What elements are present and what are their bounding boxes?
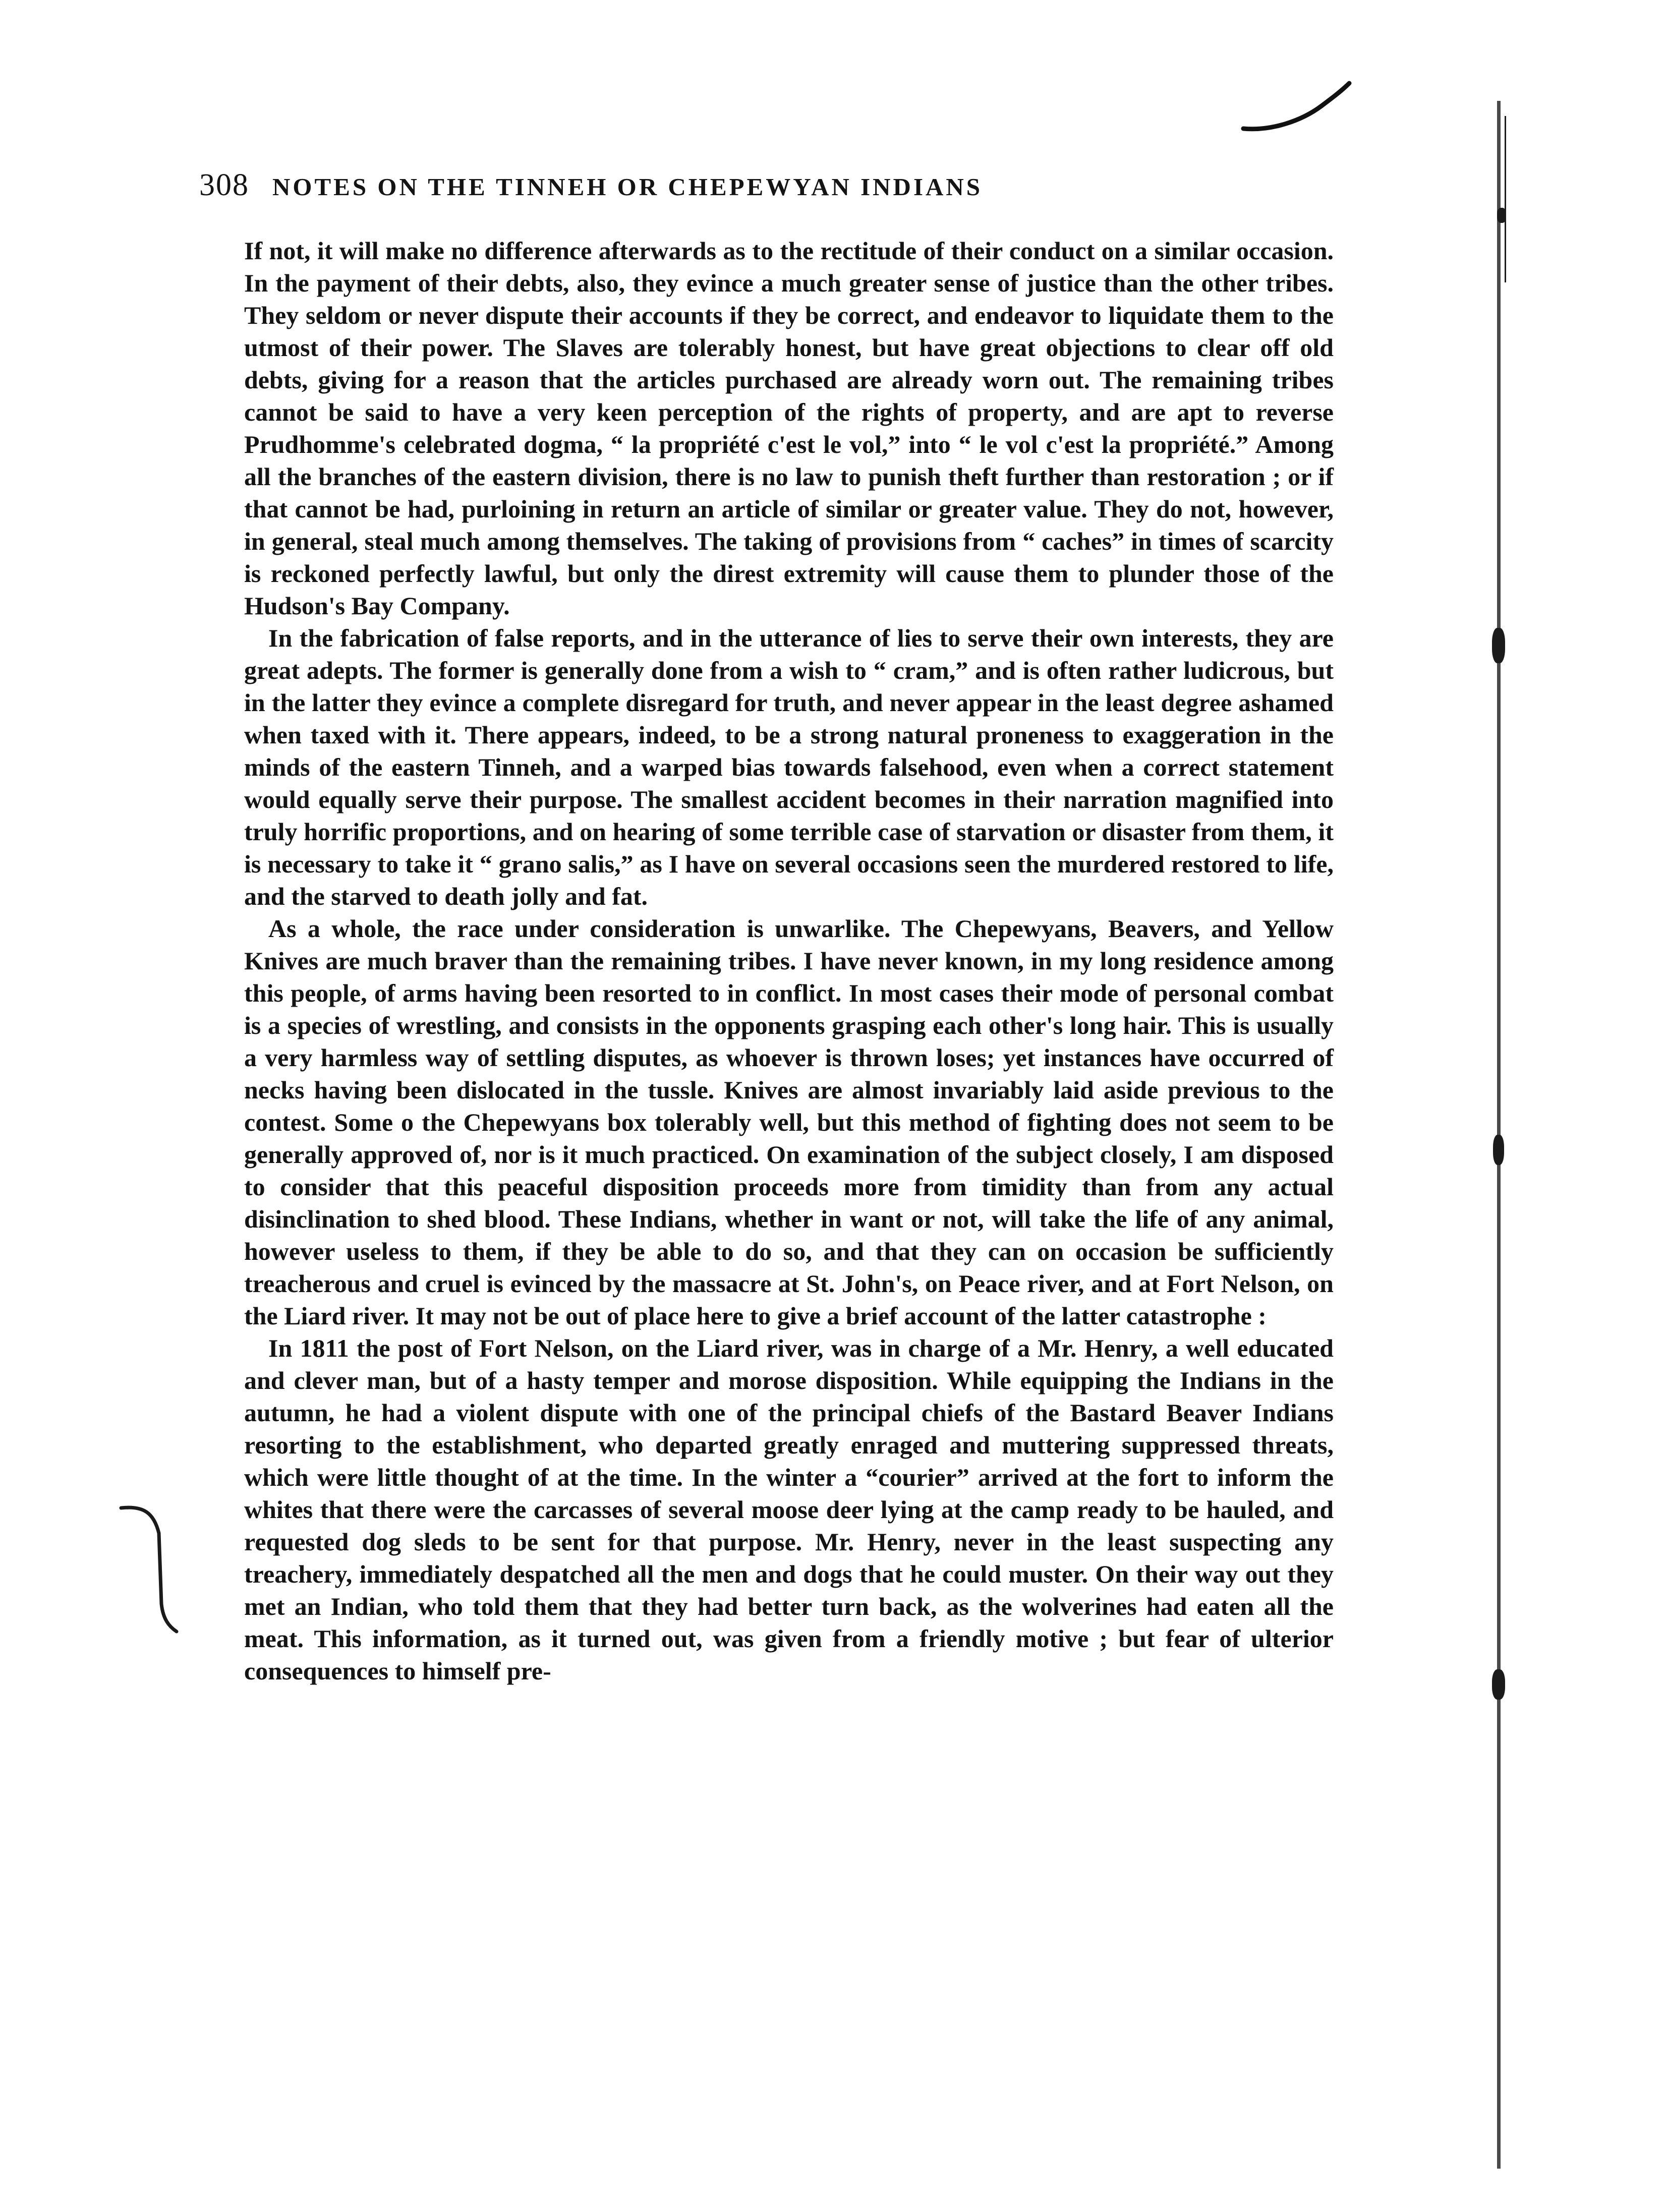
ink-blot (1497, 208, 1506, 223)
bracket-mark (119, 1503, 179, 1634)
ink-blot (1493, 1135, 1504, 1165)
running-head: NOTES ON THE TINNEH OR CHEPEWYAN INDIANS (272, 173, 983, 201)
body-text (244, 235, 1334, 1687)
margin-rule-line-secondary (1505, 116, 1506, 282)
pen-stroke-mark (1241, 81, 1352, 136)
page-number: 308 (199, 168, 249, 202)
paragraph: As a whole, the race under consideration is unwarlike. The Chepewyans, Beavers, and Yellow Knives are much braver than the remaining tribes. I have never known, in my long residence among this people, of arms having been resorted to in conflict. In most cases their mode of personal combat is a species of wrestling, and consists in the opponents grasping each other's long hair. This is usually a very harmless way of settling disputes, as whoever is thrown loses; yet instances have occurred of necks having been dislocated in the tussle. Knives are almost invariably laid aside previous to the contest. Some o the Chepewyans box tolerably well, but this method of fighting does not seem to be generally approved of, nor is it much practiced. On examination of the subject closely, I am disposed to consider that this peaceful disposition proceeds more from timidity than from any actual disinclination to shed blood. These Indians, whether in want or not, will take the life of any animal, however useless to them, if they be able to do so, and that they can on occasion be sufficiently treacherous and cruel is evinced by the massacre at St. John's, on Peace river, and at Fort Nelson, on the Liard river. It may not be out of place here to give a brief account of the latter catastrophe : (244, 914, 1334, 1330)
paragraph: In 1811 the post of Fort Nelson, on the Liard river, was in charge of a Mr. Henry, a well educated and clever man, but of a hasty temper and morose disposition. While equipping the Indians in the autumn, he had a violent dispute with one of the principal chiefs of the Bastard Beaver Indians resorting to the establishment, who departed greatly enraged and muttering suppressed threats, which were little thought of at the time. In the winter a “courier” arrived at the fort to inform the whites that there were the carcasses of several moose deer lying at the camp ready to be hauled, and requested dog sleds to be sent for that purpose. Mr. Henry, never in the least suspecting any treachery, immediately despatched all the men and dogs that he could muster. On their way out they met an Indian, who told them that they had better turn back, as the wolverines had eaten all the meat. This information, as it turned out, was given from a friendly motive ; but fear of ulterior consequences to himself pre- (244, 1334, 1334, 1685)
ink-blot (1492, 1669, 1505, 1700)
page-header (199, 167, 1309, 213)
paragraph: In the fabrication of false reports, and in the utterance of lies to serve their own interests, they are great adepts. The former is generally done from a wish to “ cram,” and is often rather ludicrous, but in the latter they evince a complete disregard for truth, and never appear in the least degree ashamed when taxed with it. There appears, indeed, to be a strong natural proneness to exaggeration in the minds of the eastern Tinneh, and a warped bias towards falsehood, even when a correct statement would equally serve their purpose. The smallest accident becomes in their narration magnified into truly horrific proportions, and on hearing of some terrible case of starvation or disaster from them, it is necessary to take it “ grano salis,” as I have on several occasions seen the murdered restored to life, and the starved to death jolly and fat. (244, 624, 1334, 910)
ink-blot (1492, 628, 1505, 663)
paragraph: If not, it will make no difference afterwards as to the rectitude of their conduct on a similar occasion. In the payment of their debts, also, they evince a much greater sense of justice than the other tribes. They seldom or never dispute their accounts if they be correct, and endeavor to liquidate them to the utmost of their power. The Slaves are tolerably honest, but have great objections to clear off old debts, giving for a reason that the articles purchased are already worn out. The remaining tribes cannot be said to have a very keen perception of the rights of property, and are apt to reverse Prudhomme's celebrated dogma, “ la propriété c'est le vol,” into “ le vol c'est la propriété.” Among all the branches of the eastern division, there is no law to punish theft further than restoration ; or if that cannot be had, purloining in return an article of similar or greater value. They do not, however, in general, steal much among themselves. The taking of provisions from “ caches” in times of scarcity is reckoned perfectly lawful, but only the direst extremity will cause them to plunder those of the Hudson's Bay Company. (244, 237, 1334, 620)
